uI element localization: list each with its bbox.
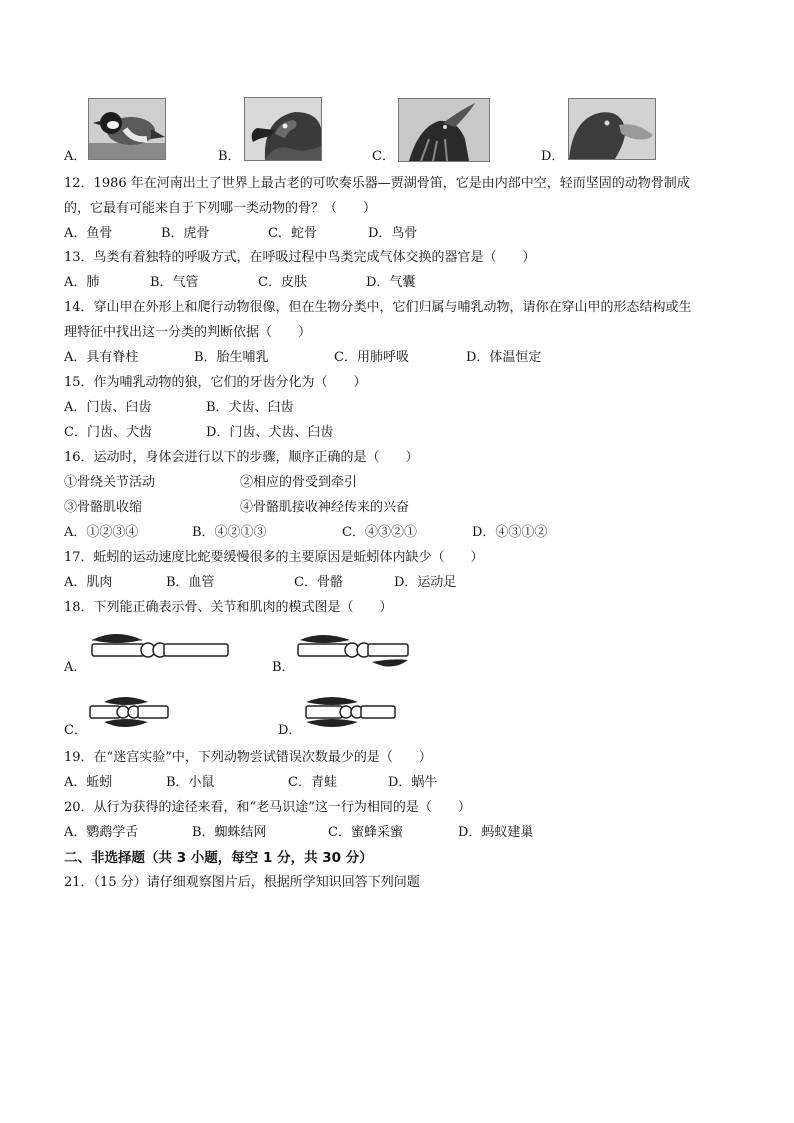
q13-stem: 13．鸟类有着独特的呼吸方式，在呼吸过程中鸟类完成气体交换的器官是（ ） xyxy=(64,250,536,265)
muscle-diagram-a xyxy=(86,630,232,666)
q17-stem: 17．蚯蚓的运动速度比蛇要缓慢很多的主要原因是蚯蚓体内缺少（ ） xyxy=(64,550,484,565)
q14-option-d: D．体温恒定 xyxy=(466,350,542,365)
q12-option-a: A．鱼骨 xyxy=(64,226,113,241)
q16-stem: 16．运动时，身体会进行以下的步骤，顺序正确的是（ ） xyxy=(64,450,419,465)
q15-option-a: A．门齿、臼齿 xyxy=(64,400,152,415)
q13-option-b: B．气管 xyxy=(150,275,199,290)
q16-option-c: C．④③②① xyxy=(342,525,417,540)
q16-step-4: ④骨骼肌接收神经传来的兴奋 xyxy=(240,500,410,515)
q20-option-b: B．蜘蛛结网 xyxy=(192,825,267,840)
q19-option-a: A．蚯蚓 xyxy=(64,775,113,790)
q16-step-3: ③骨骼肌收缩 xyxy=(64,500,143,515)
q11-label-a: A． xyxy=(64,149,87,164)
tit-bird-photo xyxy=(88,98,166,160)
q16-option-d: D．④③①② xyxy=(472,525,548,540)
q17-option-c: C．骨骼 xyxy=(294,575,343,590)
q20-option-d: D．蚂蚁建巢 xyxy=(458,825,534,840)
q14-option-b: B．胎生哺乳 xyxy=(194,350,269,365)
q20-option-a: A．鹦鹉学舌 xyxy=(64,825,139,840)
q15-option-b: B．犬齿、臼齿 xyxy=(206,400,294,415)
q17-option-d: D．运动足 xyxy=(394,575,457,590)
q18-label-a: A． xyxy=(64,660,87,675)
q17-option-a: A．肌肉 xyxy=(64,575,113,590)
q16-option-a: A．①②③④ xyxy=(64,525,139,540)
q19-stem: 19．在“迷宫实验”中，下列动物尝试错误次数最少的是（ ） xyxy=(64,750,432,765)
q15-option-d: D．门齿、犬齿、臼齿 xyxy=(206,425,334,440)
duck-photo xyxy=(568,98,656,160)
q20-option-c: C．蜜蜂采蜜 xyxy=(328,825,403,840)
section-heading: 二、非选择题（共 3 小题，每空 1 分，共 30 分） xyxy=(64,850,373,866)
q14-option-c: C．用肺呼吸 xyxy=(334,350,409,365)
q17-option-b: B．血管 xyxy=(166,575,215,590)
q12-option-c: C．蛇骨 xyxy=(268,226,317,241)
q16-step-1: ①骨绕关节活动 xyxy=(64,475,156,490)
q12-stem-line1: 12．1986 年在河南出土了世界上最古老的可吹奏乐器—贾湖骨笛，它是由内部中空，轻而坚固的动物骨制成 xyxy=(64,176,690,191)
q19-option-d: D．蜗牛 xyxy=(388,775,438,790)
q18-label-b: B． xyxy=(272,660,295,675)
q16-step-2: ②相应的骨受到牵引 xyxy=(240,475,358,490)
q14-stem-line2: 理特征中找出这一分类的判断依据（ ） xyxy=(64,325,312,340)
q14-option-a: A．具有脊柱 xyxy=(64,350,139,365)
q16-option-b: B．④②①③ xyxy=(192,525,267,540)
q15-option-c: C．门齿、犬齿 xyxy=(64,425,152,440)
q12-option-d: D．鸟骨 xyxy=(368,226,418,241)
q13-option-c: C．皮肤 xyxy=(258,275,307,290)
q14-stem-line1: 14．穿山甲在外形上和爬行动物很像，但在生物分类中，它们归属与哺乳动物，请你在穿山甲的形态结构或生 xyxy=(64,300,692,315)
q19-option-c: C．青蛙 xyxy=(288,775,337,790)
q18-stem: 18．下列能正确表示骨、关节和肌肉的模式图是（ ） xyxy=(64,600,393,615)
muscle-diagram-c xyxy=(86,694,172,730)
eagle-photo xyxy=(244,97,322,161)
q15-stem: 15．作为哺乳动物的狼，它们的牙齿分化为（ ） xyxy=(64,375,367,390)
q18-label-c: C． xyxy=(64,723,87,738)
q11-label-b: B． xyxy=(218,149,241,164)
hornbill-photo xyxy=(398,98,490,162)
q13-option-d: D．气囊 xyxy=(366,275,416,290)
q19-option-b: B．小鼠 xyxy=(166,775,215,790)
q20-stem: 20．从行为获得的途径来看，和“老马识途”这一行为相同的是（ ） xyxy=(64,800,471,815)
q12-stem-line2: 的，它最有可能来自于下列哪一类动物的骨？（ ） xyxy=(64,201,377,216)
q21-stem: 21．（15 分）请仔细观察图片后，根据所学知识回答下列问题 xyxy=(64,875,420,890)
q13-option-a: A．肺 xyxy=(64,275,100,290)
muscle-diagram-d xyxy=(302,694,398,730)
q11-label-d: D． xyxy=(541,149,565,164)
q12-option-b: B．虎骨 xyxy=(161,226,210,241)
q11-label-c: C． xyxy=(372,149,395,164)
q18-label-d: D． xyxy=(278,723,302,738)
muscle-diagram-b xyxy=(292,632,412,672)
